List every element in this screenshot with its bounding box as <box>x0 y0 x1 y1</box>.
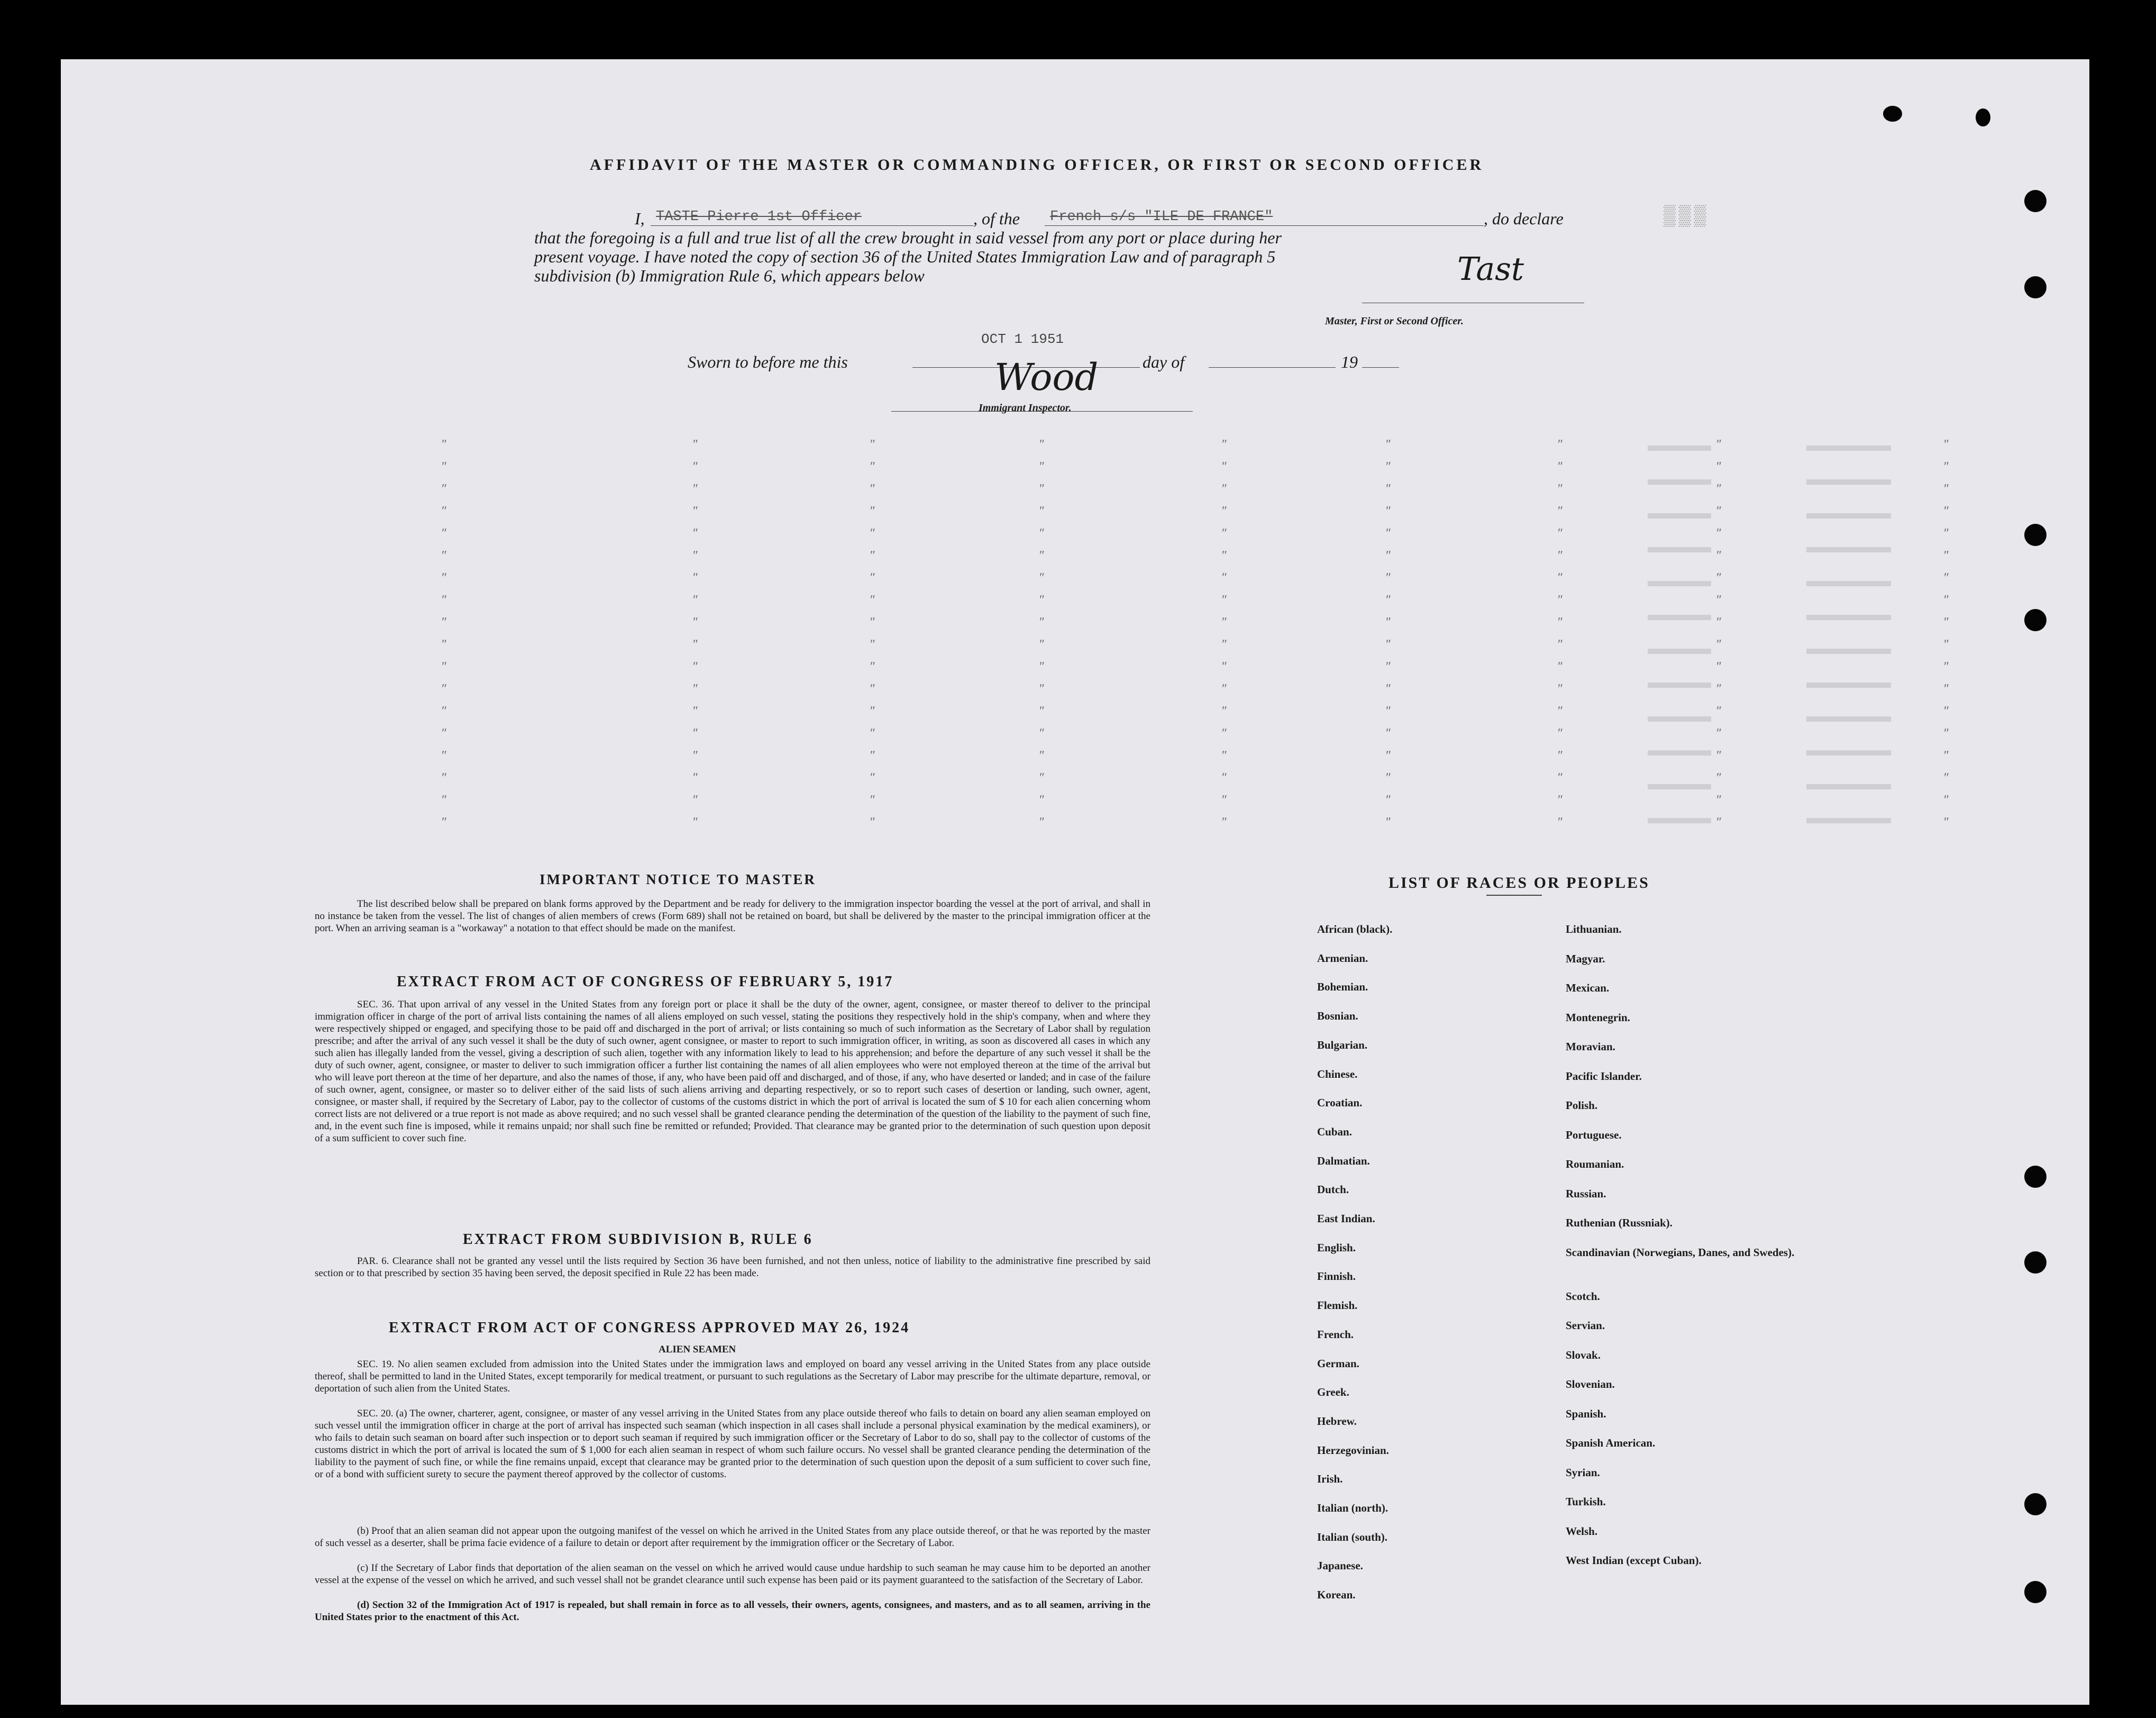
stamped-number: ▒▒▒ <box>1664 205 1710 228</box>
race-item: Servian. <box>1566 1319 1605 1332</box>
ditto-mark: ʺ <box>1558 771 1563 785</box>
ditto-mark: ʺ <box>693 638 698 651</box>
ditto-mark: ʺ <box>1039 460 1044 474</box>
ditto-mark: ʺ <box>1944 438 1949 451</box>
ditto-mark: ʺ <box>1558 482 1563 496</box>
extract-1917-body: SEC. 36. That upon arrival of any vessel in the United States from any foreign port or place it shall be the duty of the owner, agent, consignee, or master thereof to deliver to the principal immigration officer in charge of the port of arrival lists containing the names of all aliens employed on such vessel, stating the positions they respectively hold in the ship's company, when and where they were respectively shipped or engaged, and specifying those to be paid off and discharged in the port of arrival; or lists containing so much of such information as the Secretary of Labor shall by regulation prescribe; and after the arrival of any such vessel it shall be the duty of such owner, agent consignee, or master to report to such immigration officer, in writing, as soon as discovered all cases in which any such alien has illegally landed from the vessel, giving a description of such alien, together with any information likely to lead to his apprehension; and before the departure of any such vessel it shall be the duty of such owner, agent, consignee, or master to deliver to such immigration officer a further list containing the names of all alien employees who were not employed thereon at the time of the arrival but who will leave port thereon at the time of her departure, and also the names of those, if any, who have been paid off and discharged, and of those, if any, who have deserted or landed; and in case of the failure of such owner, agent, consignee, or master so to deliver either of the said lists of such aliens arriving and departing respectively, or so to report such cases of desertion or landing, such owner, agent, consignee, or master shall, if required by the Secretary of Labor, pay to the collector of customs of the customs district in which the port of arrival is located the sum of $ 10 for each alien concerning whom correct lists are not delivered or a true report is not made as above required; and no such vessel shall be granted clearance pending the determination of the question of the liability to the payment of such fine, and, in the event such fine is imposed, while it remains unpaid; nor shall such fine be remitted or refunded; Provided. That clearance may be granted prior to the determination of such question upon deposit of a sum sufficient to cover such fine. <box>315 999 1150 1144</box>
ditto-mark: ʺ <box>442 660 446 674</box>
ditto-mark: ʺ <box>1386 438 1391 451</box>
race-item: Portuguese. <box>1566 1128 1622 1141</box>
ditto-mark: ʺ <box>1716 526 1721 540</box>
ditto-mark: ʺ <box>870 526 875 540</box>
ditto-mark: ʺ <box>1386 749 1391 762</box>
master-caption: Master, First or Second Officer. <box>1325 315 1464 327</box>
ditto-mark: ʺ <box>1558 593 1563 607</box>
ditto-mark: ʺ <box>870 726 875 740</box>
ditto-mark: ʺ <box>693 482 698 496</box>
bleed-through-mark <box>1806 683 1891 688</box>
inspector-signature: Wood <box>994 356 1099 399</box>
vessel-line <box>1045 225 1484 226</box>
affidavit-line-3: present voyage. I have noted the copy of section 36 of the United States Immigration Law and of paragraph 5 <box>534 247 1276 266</box>
ditto-mark: ʺ <box>1039 638 1044 651</box>
ditto-mark: ʺ <box>1716 593 1721 607</box>
ditto-mark: ʺ <box>1716 438 1721 451</box>
race-item: Hebrew. <box>1317 1414 1357 1428</box>
race-item: Slovak. <box>1566 1348 1601 1361</box>
affidavit-title: AFFIDAVIT OF THE MASTER OR COMMANDING OFFICER, OR FIRST OR SECOND OFFICER <box>590 156 1484 174</box>
ditto-mark: ʺ <box>1558 726 1563 740</box>
bleed-through-mark <box>1648 547 1711 552</box>
ditto-mark: ʺ <box>1386 771 1391 785</box>
ditto-mark: ʺ <box>442 682 446 696</box>
ditto-mark: ʺ <box>870 793 875 807</box>
punch-hole <box>2024 524 2047 546</box>
ditto-mark: ʺ <box>1222 482 1227 496</box>
ditto-mark: ʺ <box>693 593 698 607</box>
ditto-mark: ʺ <box>1039 660 1044 674</box>
ditto-mark: ʺ <box>1222 704 1227 718</box>
ditto-mark: ʺ <box>1716 771 1721 785</box>
races-title: LIST OF RACES OR PEOPLES <box>1388 874 1650 892</box>
bleed-through-mark <box>1648 716 1711 722</box>
bleed-through-mark <box>1648 784 1711 789</box>
ditto-mark: ʺ <box>1039 704 1044 718</box>
bleed-through-mark <box>1648 615 1711 620</box>
rule6-body: PAR. 6. Clearance shall not be granted any vessel until the lists required by Section 36 have been furnished, and not then unless, notice of liability to the administrative fine prescribed by said section or to that prescribed by section 35 having been served, the deposit specified in Rule 22 has been made. <box>315 1256 1150 1279</box>
race-item: Chinese. <box>1317 1067 1358 1080</box>
ditto-mark: ʺ <box>442 615 446 629</box>
ditto-mark: ʺ <box>1386 726 1391 740</box>
ditto-mark: ʺ <box>1386 638 1391 651</box>
ditto-mark: ʺ <box>870 571 875 585</box>
extract-1924-sec20c: (c) If the Secretary of Labor finds that deportation of the alien seaman on the vessel on which he arrived would cause undue hardship to such seaman he may cause him to be deported an another vessel at the expense of the vessel on which he arrived, and such vessel shall not be grandet clearance until such expense has been paid or its payment guaranteed to the satisfaction of the Secretary of Labor. <box>315 1562 1150 1586</box>
ditto-mark: ʺ <box>1558 793 1563 807</box>
bleed-through-mark <box>1648 750 1711 756</box>
sworn-label: Sworn to before me this <box>688 352 848 371</box>
ditto-mark: ʺ <box>442 438 446 451</box>
bleed-through-mark <box>1648 479 1711 485</box>
race-item: East Indian. <box>1317 1212 1375 1225</box>
race-item: Herzegovinian. <box>1317 1443 1389 1457</box>
race-item: Pacific Islander. <box>1566 1069 1642 1083</box>
ditto-mark: ʺ <box>693 438 698 451</box>
ditto-mark: ʺ <box>1716 815 1721 829</box>
ditto-mark: ʺ <box>1039 726 1044 740</box>
ditto-mark: ʺ <box>1222 549 1227 562</box>
race-item: German. <box>1317 1357 1359 1370</box>
bleed-through-mark <box>1648 513 1711 519</box>
ditto-mark: ʺ <box>1386 593 1391 607</box>
ditto-mark: ʺ <box>1039 615 1044 629</box>
race-item: Slovenian. <box>1566 1378 1615 1391</box>
ditto-mark: ʺ <box>693 615 698 629</box>
ditto-mark: ʺ <box>1039 815 1044 829</box>
ditto-mark: ʺ <box>1386 704 1391 718</box>
ditto-mark: ʺ <box>442 726 446 740</box>
races-title-underline <box>1486 895 1542 896</box>
race-item: Scandinavian (Norwegians, Danes, and Swedes). <box>1566 1246 1795 1259</box>
ditto-mark: ʺ <box>442 793 446 807</box>
extract-1924-subtitle: ALIEN SEAMEN <box>659 1344 736 1355</box>
year-line <box>1362 367 1399 368</box>
bleed-through-mark <box>1648 581 1711 586</box>
ditto-mark: ʺ <box>1944 771 1949 785</box>
ditto-mark: ʺ <box>1558 704 1563 718</box>
bleed-through-mark <box>1648 818 1711 823</box>
ditto-mark: ʺ <box>1558 749 1563 762</box>
ditto-mark: ʺ <box>693 793 698 807</box>
bleed-through-mark <box>1806 818 1891 823</box>
bleed-through-mark <box>1806 581 1891 586</box>
race-item: Armenian. <box>1317 951 1368 965</box>
ditto-mark: ʺ <box>442 549 446 562</box>
of-the-label: , of the <box>973 209 1020 228</box>
ditto-mark: ʺ <box>1558 615 1563 629</box>
extract-1924-title: EXTRACT FROM ACT OF CONGRESS APPROVED MAY 26, 1924 <box>389 1320 910 1336</box>
ditto-mark: ʺ <box>442 504 446 518</box>
ditto-mark: ʺ <box>1222 504 1227 518</box>
race-item: Polish. <box>1566 1099 1598 1112</box>
ditto-mark: ʺ <box>442 704 446 718</box>
race-item: Scotch. <box>1566 1289 1600 1303</box>
ditto-mark: ʺ <box>442 638 446 651</box>
do-declare-label: , do declare <box>1484 209 1564 228</box>
ditto-mark: ʺ <box>1222 571 1227 585</box>
race-item: Italian (south). <box>1317 1530 1388 1543</box>
ditto-mark: ʺ <box>693 660 698 674</box>
officer-name: TASTE Pierre 1st Officer <box>656 209 862 225</box>
ditto-mark: ʺ <box>1558 549 1563 562</box>
extract-1924-sec20b: (b) Proof that an alien seaman did not appear upon the outgoing manifest of the vessel on which he arrived in the United States from any place outside thereof, or that he was reported by the master of such vessel as a deserter, shall be prima facie evidence of a failure to detain or deport after requirement by the immigration officer or the Secretary of Labor. <box>315 1525 1150 1549</box>
ditto-mark: ʺ <box>1386 660 1391 674</box>
ditto-mark: ʺ <box>1944 638 1949 651</box>
ditto-mark: ʺ <box>1716 660 1721 674</box>
race-item: Irish. <box>1317 1472 1343 1486</box>
ditto-mark: ʺ <box>870 704 875 718</box>
document-page <box>61 59 2089 1705</box>
ditto-mark: ʺ <box>1222 726 1227 740</box>
punch-hole <box>2024 1493 2047 1515</box>
race-item: West Indian (except Cuban). <box>1566 1554 1702 1567</box>
ditto-mark: ʺ <box>870 660 875 674</box>
ditto-mark: ʺ <box>442 749 446 762</box>
ink-blot <box>1976 108 1990 126</box>
ditto-mark: ʺ <box>1558 438 1563 451</box>
ditto-mark: ʺ <box>442 460 446 474</box>
race-item: Spanish American. <box>1566 1437 1656 1450</box>
race-item: Finnish. <box>1317 1270 1356 1283</box>
punch-hole <box>2024 190 2047 212</box>
race-item: Bosnian. <box>1317 1010 1358 1023</box>
ditto-mark: ʺ <box>1944 549 1949 562</box>
ditto-mark: ʺ <box>1386 793 1391 807</box>
ditto-mark: ʺ <box>1716 504 1721 518</box>
ditto-mark: ʺ <box>1944 704 1949 718</box>
ditto-mark: ʺ <box>693 726 698 740</box>
sworn-month-line <box>1209 367 1336 368</box>
race-item: Moravian. <box>1566 1040 1615 1053</box>
ditto-mark: ʺ <box>870 638 875 651</box>
race-item: Syrian. <box>1566 1466 1600 1479</box>
bleed-through-mark <box>1806 547 1891 552</box>
ditto-mark: ʺ <box>693 549 698 562</box>
race-item: English. <box>1317 1241 1356 1254</box>
rule6-title: EXTRACT FROM SUBDIVISION B, RULE 6 <box>463 1231 813 1248</box>
race-item: Roumanian. <box>1566 1158 1624 1170</box>
ditto-mark: ʺ <box>1558 571 1563 585</box>
ditto-mark: ʺ <box>1944 615 1949 629</box>
ditto-mark: ʺ <box>693 504 698 518</box>
ditto-mark: ʺ <box>1558 815 1563 829</box>
ditto-mark: ʺ <box>1716 549 1721 562</box>
affidavit-line-2: that the foregoing is a full and true list of all the crew brought in said vessel from any port or place during her <box>534 228 1282 247</box>
day-of-label: day of <box>1143 352 1185 371</box>
bleed-through-mark <box>1648 649 1711 654</box>
ditto-mark: ʺ <box>1386 571 1391 585</box>
bleed-through-mark <box>1806 513 1891 519</box>
affidavit-line-4: subdivision (b) Immigration Rule 6, which appears below <box>534 266 925 285</box>
ditto-mark: ʺ <box>442 771 446 785</box>
ditto-mark: ʺ <box>870 682 875 696</box>
ditto-mark: ʺ <box>693 704 698 718</box>
ditto-mark: ʺ <box>870 615 875 629</box>
notice-title: IMPORTANT NOTICE TO MASTER <box>540 871 816 887</box>
ditto-mark: ʺ <box>1716 638 1721 651</box>
ditto-mark: ʺ <box>1386 815 1391 829</box>
ditto-mark: ʺ <box>1944 504 1949 518</box>
race-item: Welsh. <box>1566 1524 1598 1538</box>
notice-body: The list described below shall be prepared on blank forms approved by the Department and be ready for delivery to the immigration inspector boarding the vessel at the port of arrival, and shall in no instance be taken from the vessel. The list of changes of alien members of crews (Form 689) shall not be retained on board, but shall be delivered by the master to the principal immigration officer at the port. When an arriving seaman is a "workaway" a notation to that effect should be made on the manifest. <box>315 898 1150 934</box>
race-item: African (black). <box>1317 923 1393 935</box>
race-item: Ruthenian (Russniak). <box>1566 1216 1673 1229</box>
ditto-mark: ʺ <box>1716 793 1721 807</box>
ditto-mark: ʺ <box>1039 793 1044 807</box>
ditto-mark: ʺ <box>1039 482 1044 496</box>
bleed-through-mark <box>1806 615 1891 620</box>
officer-name-line <box>651 225 973 226</box>
race-item: Dalmatian. <box>1317 1154 1370 1167</box>
ditto-mark: ʺ <box>1716 615 1721 629</box>
bleed-through-mark <box>1806 649 1891 654</box>
ditto-mark: ʺ <box>870 815 875 829</box>
race-item: Montenegrin. <box>1566 1011 1630 1024</box>
ditto-mark: ʺ <box>870 593 875 607</box>
ditto-mark: ʺ <box>1386 504 1391 518</box>
ditto-mark: ʺ <box>1944 682 1949 696</box>
ditto-mark: ʺ <box>1944 460 1949 474</box>
ditto-mark: ʺ <box>1944 571 1949 585</box>
ditto-mark: ʺ <box>870 438 875 451</box>
ditto-mark: ʺ <box>1222 682 1227 696</box>
ditto-mark: ʺ <box>442 571 446 585</box>
race-item: Flemish. <box>1317 1299 1358 1312</box>
ditto-mark: ʺ <box>693 460 698 474</box>
ditto-mark: ʺ <box>1039 549 1044 562</box>
race-item: Italian (north). <box>1317 1502 1388 1514</box>
ditto-mark: ʺ <box>1558 638 1563 651</box>
ditto-mark: ʺ <box>1222 660 1227 674</box>
ditto-mark: ʺ <box>1039 504 1044 518</box>
ditto-mark: ʺ <box>1386 615 1391 629</box>
vessel-name: French s/s "ILE DE FRANCE" <box>1050 209 1273 225</box>
ditto-mark: ʺ <box>870 482 875 496</box>
ditto-mark: ʺ <box>693 749 698 762</box>
ditto-mark: ʺ <box>693 571 698 585</box>
ditto-mark: ʺ <box>1716 726 1721 740</box>
ditto-mark: ʺ <box>1558 660 1563 674</box>
bleed-through-mark <box>1806 750 1891 756</box>
ditto-mark: ʺ <box>1386 482 1391 496</box>
ditto-mark: ʺ <box>1944 660 1949 674</box>
ditto-mark: ʺ <box>1716 460 1721 474</box>
inspector-caption: Immigrant Inspector. <box>979 402 1072 414</box>
ditto-mark: ʺ <box>870 504 875 518</box>
race-item: Spanish. <box>1566 1407 1606 1420</box>
ditto-mark: ʺ <box>1944 526 1949 540</box>
extract-1924-sec19: SEC. 19. No alien seamen excluded from admission into the United States under the immigration laws and employed on board any vessel arriving in the United States from any place outside thereof, shall be permitted to land in the United States, except temporarily for medical treatment, or pursuant to such regulations as the Secretary of Labor may prescribe for the ultimate departure, removal, or deportation of such alien from the United States. <box>315 1359 1150 1394</box>
ditto-mark: ʺ <box>693 815 698 829</box>
ditto-mark: ʺ <box>1039 526 1044 540</box>
ditto-mark: ʺ <box>1558 682 1563 696</box>
ditto-mark: ʺ <box>1386 460 1391 474</box>
race-item: French. <box>1317 1328 1354 1341</box>
ditto-mark: ʺ <box>1944 593 1949 607</box>
ditto-mark: ʺ <box>1944 815 1949 829</box>
race-item: Turkish. <box>1566 1495 1606 1508</box>
ditto-mark: ʺ <box>442 482 446 496</box>
ditto-mark: ʺ <box>1039 593 1044 607</box>
master-signature: Tast <box>1457 251 1524 288</box>
ditto-mark: ʺ <box>1716 571 1721 585</box>
punch-hole <box>2024 1251 2047 1274</box>
extract-1924-sec20a: SEC. 20. (a) The owner, charterer, agent, consignee, or master of any vessel arriving in the United States from any place outside thereof who fails to detain on board any alien seaman employed on such vessel until the immigration officer in charge at the port of arrival has inspected such seaman (which inspection in all cases shall include a personal physical examination by the medical examiners), or who fails to detain such seaman on board after such inspection or to deport such seaman if required by such immigration officer or the Secretary of Labor to do so, shall pay to the collector of customs of the customs district in which the port of arrival is located the sum of $ 1,000 for each alien seaman in respect of whom such failure occurs. No vessel shall be granted clearance pending the determination of the liability to the payment of such fine, or while the fine remains unpaid, except that clearance may be granted prior to the determination of such question upon the deposit of a sum sufficient to cover such fine, or of a bond with sufficient surety to secure the payment thereof approved by the collector of customs. <box>315 1408 1150 1480</box>
punch-hole <box>2024 1166 2047 1188</box>
ditto-mark: ʺ <box>1039 749 1044 762</box>
race-item: Mexican. <box>1566 981 1610 994</box>
ditto-mark: ʺ <box>1716 482 1721 496</box>
race-item: Japanese. <box>1317 1559 1363 1572</box>
punch-hole <box>2024 1581 2047 1603</box>
race-item: Lithuanian. <box>1566 923 1622 935</box>
ditto-mark: ʺ <box>1386 526 1391 540</box>
ditto-mark: ʺ <box>1716 749 1721 762</box>
affidavit-i-label: I, <box>635 209 645 228</box>
date-stamp: OCT 1 1951 <box>981 331 1064 347</box>
ditto-mark: ʺ <box>1944 793 1949 807</box>
ditto-mark: ʺ <box>870 460 875 474</box>
race-item: Greek. <box>1317 1386 1349 1399</box>
race-item: Russian. <box>1566 1187 1606 1200</box>
ditto-mark: ʺ <box>1386 549 1391 562</box>
ditto-mark: ʺ <box>1222 638 1227 651</box>
race-item: Bohemian. <box>1317 980 1368 994</box>
bleed-through-mark <box>1648 683 1711 688</box>
bleed-through-mark <box>1806 784 1891 789</box>
ditto-mark: ʺ <box>1558 526 1563 540</box>
bleed-through-mark <box>1806 479 1891 485</box>
race-item: Cuban. <box>1317 1125 1352 1138</box>
ditto-mark: ʺ <box>1039 682 1044 696</box>
race-item: Dutch. <box>1317 1183 1349 1196</box>
bleed-through-mark <box>1806 716 1891 722</box>
extract-1924-sec20d: (d) Section 32 of the Immigration Act of 1917 is repealed, but shall remain in force as to all vessels, their owners, agents, consignees, and masters, and as to all seamen, arriving in the United States prior to the enactment of this Act. <box>315 1599 1150 1623</box>
ditto-mark: ʺ <box>1944 482 1949 496</box>
punch-hole <box>2024 609 2047 631</box>
ditto-mark: ʺ <box>693 771 698 785</box>
ditto-mark: ʺ <box>1716 704 1721 718</box>
ditto-mark: ʺ <box>693 526 698 540</box>
ditto-mark: ʺ <box>1222 815 1227 829</box>
ditto-mark: ʺ <box>1222 438 1227 451</box>
ditto-mark: ʺ <box>870 771 875 785</box>
extract-1917-title: EXTRACT FROM ACT OF CONGRESS OF FEBRUARY 5, 1917 <box>397 974 894 990</box>
ditto-mark: ʺ <box>1558 504 1563 518</box>
ditto-mark: ʺ <box>1222 615 1227 629</box>
bleed-through-mark <box>1806 446 1891 451</box>
ditto-mark: ʺ <box>1386 682 1391 696</box>
ditto-mark: ʺ <box>870 549 875 562</box>
ditto-mark: ʺ <box>1558 460 1563 474</box>
ink-blot <box>1883 106 1902 122</box>
race-item: Magyar. <box>1566 952 1605 965</box>
ditto-mark: ʺ <box>1039 438 1044 451</box>
ditto-mark: ʺ <box>442 526 446 540</box>
ditto-mark: ʺ <box>1944 749 1949 762</box>
punch-hole <box>2024 276 2047 298</box>
race-item: Korean. <box>1317 1588 1356 1602</box>
ditto-mark: ʺ <box>1222 793 1227 807</box>
bleed-through-mark <box>1648 446 1711 451</box>
ditto-mark: ʺ <box>693 682 698 696</box>
ditto-mark: ʺ <box>1039 571 1044 585</box>
race-item: Bulgarian. <box>1317 1038 1368 1051</box>
ditto-mark: ʺ <box>1222 593 1227 607</box>
ditto-mark: ʺ <box>442 815 446 829</box>
ditto-mark: ʺ <box>1222 526 1227 540</box>
ditto-mark: ʺ <box>1039 771 1044 785</box>
ditto-mark: ʺ <box>1222 460 1227 474</box>
race-item: Croatian. <box>1317 1096 1363 1110</box>
ditto-mark: ʺ <box>1944 726 1949 740</box>
ditto-mark: ʺ <box>1222 749 1227 762</box>
ditto-mark: ʺ <box>442 593 446 607</box>
ditto-mark: ʺ <box>1222 771 1227 785</box>
ditto-mark: ʺ <box>870 749 875 762</box>
year-prefix: 19 <box>1341 352 1358 371</box>
ditto-mark: ʺ <box>1716 682 1721 696</box>
